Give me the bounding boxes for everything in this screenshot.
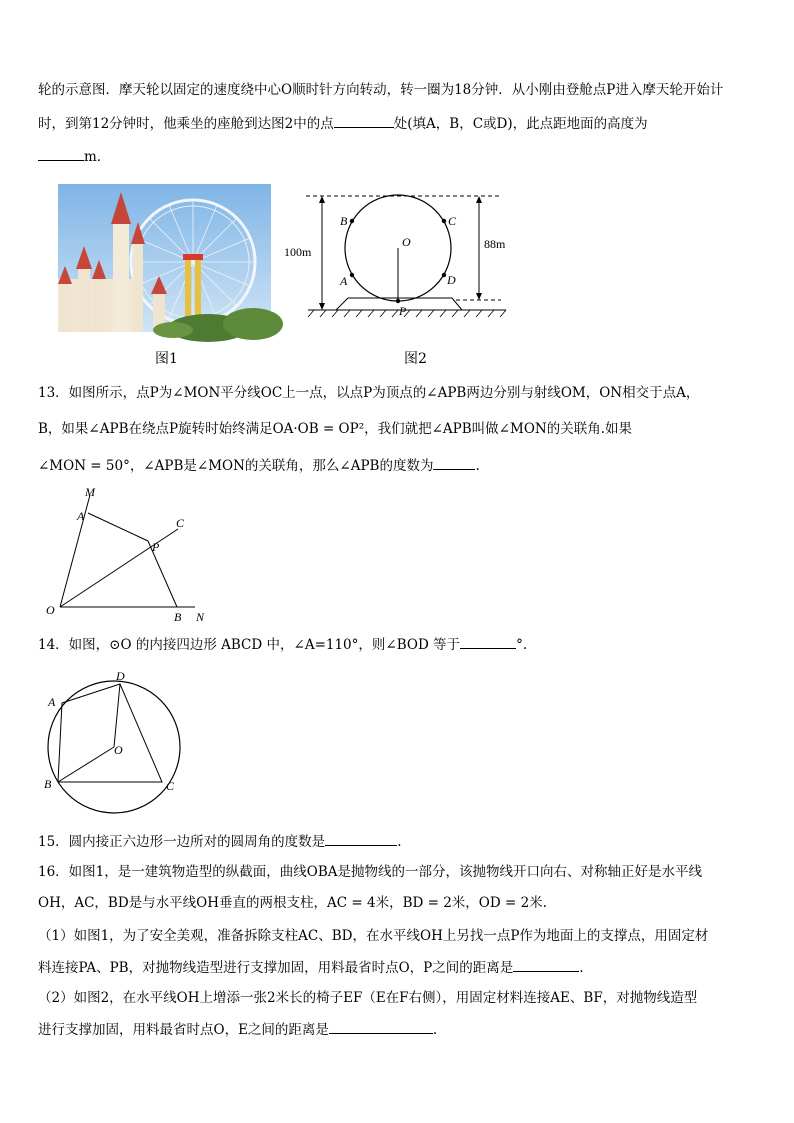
point-C-label: C [176, 516, 185, 530]
p16-line-2: OH，AC，BD是与水平线OH垂直的两根支柱，AC = 4米，BD = 2米，OD = 2米. [38, 895, 547, 911]
p16-line-4 [38, 957, 584, 978]
point-A-label: A [340, 274, 348, 288]
answer-blank[interactable] [325, 831, 397, 846]
p16-line-6-end: . [432, 1022, 438, 1038]
p14-line-1-text: 14．如图，⊙O 的内接四边形 ABCD 中，∠A=110°，则∠BOD 等于 [38, 637, 461, 653]
p12-line-3 [38, 146, 110, 167]
answer-blank[interactable] [433, 455, 475, 470]
p15-line-1 [38, 831, 401, 852]
p12-line-1: 轮的示意图．摩天轮以固定的速度绕中心O顺时针方向转动，转一圈为18分钟．从小刚由登舱点P进入摩天轮开始计 [38, 82, 724, 98]
point-O-label: O [402, 235, 411, 249]
fig2-left-height-label: 100m [284, 245, 312, 259]
answer-blank[interactable] [460, 634, 516, 649]
point-C-label: C [166, 779, 175, 793]
inscribed-quadrilateral-diagram [38, 668, 188, 818]
p14-line-1 [38, 634, 527, 655]
p16-line-4-end: . [579, 960, 584, 976]
p13-line-3 [38, 455, 480, 476]
point-P-label: P [399, 304, 407, 318]
ferris-wheel-photo [58, 184, 271, 332]
point-O-label: O [114, 743, 123, 757]
p13-line-1: 13．如图所示，点P为∠MON平分线OC上一点，以点P为顶点的∠APB两边分别与射线OM，ON相交于点A， [38, 385, 700, 401]
p16-line-1: 16．如图1，是一建筑物造型的纵截面，曲线OBA是抛物线的一部分，该抛物线开口向右、对称轴正好是水平线 [38, 864, 703, 880]
point-D-label: D [116, 669, 125, 683]
point-B-label: B [174, 610, 182, 624]
point-C-label: C [448, 214, 457, 228]
fig1-caption: 图1 [155, 351, 178, 367]
p14-line-1-end: °. [516, 637, 528, 653]
p12-line-2-text-a: 时，到第12分钟时，他乘坐的座舱到达图2中的点 [38, 116, 334, 132]
p16-line-6 [38, 1019, 437, 1040]
answer-blank[interactable] [38, 146, 84, 161]
answer-blank[interactable] [334, 113, 394, 128]
point-B-label: B [340, 214, 348, 228]
p13-line-2: B，如果∠APB在绕点P旋转时始终满足OA·OB = OP²，我们就把∠APB叫做∠MON的关联角.如果 [38, 421, 632, 437]
point-B-label: B [44, 777, 52, 791]
p16-line-6-text: 进行支撑加固，用料最省时点O，E之间的距离是 [38, 1022, 329, 1038]
p13-line-3-end: . [475, 458, 480, 474]
p16-line-4-text: 料连接PA、PB，对抛物线造型进行支撑加固，用料最省时点O，P之间的距离是 [38, 960, 514, 976]
p12-line-2 [38, 113, 648, 134]
point-N-label: N [196, 610, 205, 624]
p12-line-3-text: m． [84, 149, 111, 165]
point-P-label: P [152, 540, 160, 554]
ferris-wheel-diagram [284, 184, 516, 324]
point-A-label: A [48, 695, 56, 709]
fig2-caption: 图2 [404, 351, 427, 367]
p16-line-5: （2）如图2，在水平线OH上增添一张2米长的椅子EF（E在F右侧），用固定材料连接AE、BF，对抛物线造型 [38, 990, 698, 1006]
p16-line-3: （1）如图1，为了安全美观，准备拆除支柱AC、BD，在水平线OH上另找一点P作为地面上的支撑点，用固定材 [38, 928, 709, 944]
p13-line-3-text: ∠MON = 50°，∠APB是∠MON的关联角，那么∠APB的度数为 [38, 458, 434, 474]
angle-diagram [40, 483, 220, 628]
p15-line-1-end: . [397, 834, 402, 850]
answer-blank[interactable] [329, 1019, 433, 1034]
point-D-label: D [447, 273, 456, 287]
point-A-label: A [77, 509, 85, 523]
p15-line-1-text: 15．圆内接正六边形一边所对的圆周角的度数是 [38, 834, 326, 850]
fig2-right-height-label: 88m [484, 237, 506, 251]
p12-line-2-text-b: 处(填A，B，C或D)，此点距地面的高度为 [393, 116, 648, 132]
answer-blank[interactable] [513, 957, 579, 972]
point-O-label: O [46, 603, 55, 617]
point-M-label: M [85, 485, 95, 499]
